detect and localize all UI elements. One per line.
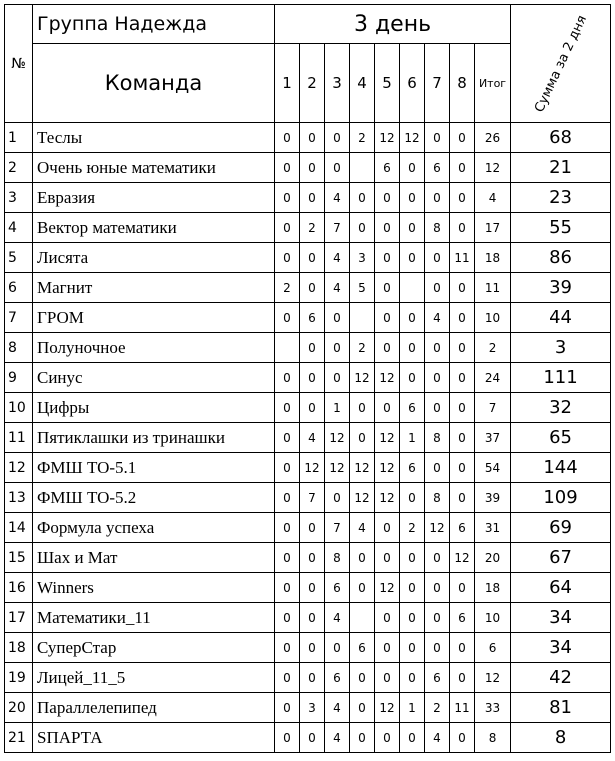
problem-score: 0 xyxy=(300,663,325,693)
problem-score: 4 xyxy=(425,723,450,753)
itog-value: 33 xyxy=(475,693,511,723)
problem-score: 0 xyxy=(375,183,400,213)
problem-score: 4 xyxy=(325,273,350,303)
problem-score: 0 xyxy=(375,723,400,753)
problem-score: 0 xyxy=(450,183,475,213)
team-name: Теслы xyxy=(33,123,275,153)
two-day-sum: 65 xyxy=(511,423,611,453)
problem-score: 4 xyxy=(325,183,350,213)
problem-score: 0 xyxy=(450,723,475,753)
table-row xyxy=(5,543,611,573)
problem-score: 0 xyxy=(400,333,425,363)
two-day-sum: 3 xyxy=(511,333,611,363)
problem-header-2: 2 xyxy=(300,44,325,123)
problem-score: 6 xyxy=(400,453,425,483)
table-row xyxy=(5,243,611,273)
problem-score: 0 xyxy=(450,123,475,153)
table-row xyxy=(5,663,611,693)
problem-score: 6 xyxy=(450,513,475,543)
team-name: ФМШ ТО-5.1 xyxy=(33,453,275,483)
two-day-sum: 8 xyxy=(511,723,611,753)
row-number: 5 xyxy=(5,243,33,273)
problem-score xyxy=(350,303,375,333)
two-day-sum: 39 xyxy=(511,273,611,303)
problem-score: 12 xyxy=(350,483,375,513)
problem-score: 0 xyxy=(425,393,450,423)
row-number: 11 xyxy=(5,423,33,453)
problem-score: 11 xyxy=(450,693,475,723)
problem-score: 0 xyxy=(325,153,350,183)
team-name: Полуночное xyxy=(33,333,275,363)
itog-value: 20 xyxy=(475,543,511,573)
problem-header-1: 1 xyxy=(275,44,300,123)
problem-score: 4 xyxy=(325,723,350,753)
problem-score: 0 xyxy=(350,543,375,573)
team-name: СуперСтар xyxy=(33,633,275,663)
problem-score: 0 xyxy=(275,633,300,663)
problem-score: 7 xyxy=(325,513,350,543)
problem-score: 12 xyxy=(350,453,375,483)
problem-score: 0 xyxy=(400,573,425,603)
team-name: Шах и Мат xyxy=(33,543,275,573)
problem-score: 4 xyxy=(425,303,450,333)
problem-score: 11 xyxy=(450,243,475,273)
itog-value: 12 xyxy=(475,663,511,693)
row-number: 7 xyxy=(5,303,33,333)
table-row xyxy=(5,633,611,663)
two-day-sum: 109 xyxy=(511,483,611,513)
problem-score: 0 xyxy=(300,573,325,603)
problem-score: 0 xyxy=(425,243,450,273)
problem-score: 0 xyxy=(425,633,450,663)
problem-score: 2 xyxy=(300,213,325,243)
problem-score: 0 xyxy=(375,663,400,693)
team-name: Евразия xyxy=(33,183,275,213)
two-day-sum: 67 xyxy=(511,543,611,573)
problem-score: 2 xyxy=(400,513,425,543)
problem-score: 0 xyxy=(425,333,450,363)
itog-value: 26 xyxy=(475,123,511,153)
problem-score: 0 xyxy=(275,183,300,213)
problem-score: 0 xyxy=(425,123,450,153)
table-row xyxy=(5,303,611,333)
row-number: 20 xyxy=(5,693,33,723)
problem-score: 1 xyxy=(400,693,425,723)
problem-score: 0 xyxy=(400,153,425,183)
problem-score: 8 xyxy=(425,483,450,513)
problem-score: 0 xyxy=(350,213,375,243)
team-name: SПАРТА xyxy=(33,723,275,753)
problem-score: 12 xyxy=(425,513,450,543)
problem-score: 0 xyxy=(325,303,350,333)
two-day-sum: 111 xyxy=(511,363,611,393)
problem-score: 0 xyxy=(350,423,375,453)
problem-score: 12 xyxy=(300,453,325,483)
team-name: Магнит xyxy=(33,273,275,303)
problem-score: 0 xyxy=(350,723,375,753)
problem-score: 0 xyxy=(300,153,325,183)
problem-score: 0 xyxy=(450,213,475,243)
problem-score: 6 xyxy=(300,303,325,333)
problem-score: 0 xyxy=(375,213,400,243)
table-row xyxy=(5,573,611,603)
problem-score: 0 xyxy=(300,603,325,633)
problem-score: 0 xyxy=(325,633,350,663)
team-name: ФМШ ТО-5.2 xyxy=(33,483,275,513)
itog-value: 7 xyxy=(475,393,511,423)
problem-score: 7 xyxy=(325,213,350,243)
problem-score: 0 xyxy=(275,303,300,333)
problem-score: 12 xyxy=(375,693,400,723)
row-number: 21 xyxy=(5,723,33,753)
problem-score: 0 xyxy=(275,423,300,453)
results-table xyxy=(4,4,611,753)
problem-score: 0 xyxy=(450,153,475,183)
problem-score: 6 xyxy=(450,603,475,633)
problem-score: 8 xyxy=(425,423,450,453)
problem-score: 12 xyxy=(450,543,475,573)
row-number: 9 xyxy=(5,363,33,393)
two-day-sum: 68 xyxy=(511,123,611,153)
problem-score: 4 xyxy=(325,603,350,633)
problem-score: 8 xyxy=(325,543,350,573)
problem-score: 12 xyxy=(375,123,400,153)
problem-header-4: 4 xyxy=(350,44,375,123)
row-number: 14 xyxy=(5,513,33,543)
problem-score: 6 xyxy=(425,663,450,693)
problem-score: 5 xyxy=(350,273,375,303)
row-number: 8 xyxy=(5,333,33,363)
problem-score: 0 xyxy=(375,543,400,573)
row-number: 3 xyxy=(5,183,33,213)
problem-score: 1 xyxy=(400,423,425,453)
problem-score: 6 xyxy=(350,633,375,663)
team-column-header: Команда xyxy=(33,44,275,123)
row-number: 12 xyxy=(5,453,33,483)
row-number: 1 xyxy=(5,123,33,153)
problem-score: 1 xyxy=(325,393,350,423)
problem-score: 0 xyxy=(400,183,425,213)
problem-score: 0 xyxy=(450,333,475,363)
problem-score: 0 xyxy=(275,693,300,723)
problem-score: 0 xyxy=(275,603,300,633)
problem-score: 0 xyxy=(300,273,325,303)
problem-score: 0 xyxy=(275,543,300,573)
problem-score: 0 xyxy=(450,363,475,393)
table-row xyxy=(5,123,611,153)
table-row xyxy=(5,483,611,513)
problem-score: 0 xyxy=(425,273,450,303)
problem-score: 0 xyxy=(400,363,425,393)
two-day-sum: 81 xyxy=(511,693,611,723)
problem-score: 0 xyxy=(350,183,375,213)
two-day-sum: 21 xyxy=(511,153,611,183)
sum-column-header xyxy=(511,5,611,123)
number-column-header: № xyxy=(5,5,33,123)
problem-score: 4 xyxy=(350,513,375,543)
two-day-sum: 32 xyxy=(511,393,611,423)
problem-score: 0 xyxy=(425,183,450,213)
problem-score: 12 xyxy=(400,123,425,153)
table-row xyxy=(5,393,611,423)
itog-value: 10 xyxy=(475,303,511,333)
itog-value: 18 xyxy=(475,243,511,273)
two-day-sum: 34 xyxy=(511,603,611,633)
problem-score: 0 xyxy=(275,663,300,693)
itog-value: 54 xyxy=(475,453,511,483)
itog-value: 4 xyxy=(475,183,511,213)
team-name: Вектор математики xyxy=(33,213,275,243)
problem-score xyxy=(350,153,375,183)
problem-score: 0 xyxy=(450,573,475,603)
problem-score: 0 xyxy=(300,393,325,423)
problem-score: 0 xyxy=(425,573,450,603)
problem-score: 0 xyxy=(275,723,300,753)
row-number: 13 xyxy=(5,483,33,513)
problem-score: 12 xyxy=(375,453,400,483)
problem-score: 0 xyxy=(300,363,325,393)
problem-score: 12 xyxy=(325,453,350,483)
problem-score: 0 xyxy=(275,213,300,243)
problem-score: 8 xyxy=(425,213,450,243)
problem-score: 12 xyxy=(375,573,400,603)
table-row xyxy=(5,513,611,543)
team-name: Математики_11 xyxy=(33,603,275,633)
problem-score: 0 xyxy=(450,393,475,423)
team-name: Синус xyxy=(33,363,275,393)
problem-score: 0 xyxy=(375,243,400,273)
problem-score: 0 xyxy=(450,663,475,693)
problem-score: 6 xyxy=(375,153,400,183)
problem-score: 4 xyxy=(325,693,350,723)
problem-score: 0 xyxy=(375,273,400,303)
group-title: Группа Надежда xyxy=(33,5,275,44)
two-day-sum: 42 xyxy=(511,663,611,693)
problem-score: 12 xyxy=(325,423,350,453)
row-number: 16 xyxy=(5,573,33,603)
problem-score: 0 xyxy=(300,333,325,363)
table-row xyxy=(5,453,611,483)
two-day-sum: 144 xyxy=(511,453,611,483)
problem-score: 0 xyxy=(375,513,400,543)
problem-score: 6 xyxy=(425,153,450,183)
itog-value: 24 xyxy=(475,363,511,393)
problem-score: 0 xyxy=(425,453,450,483)
problem-score: 0 xyxy=(350,393,375,423)
problem-score: 0 xyxy=(300,183,325,213)
problem-header-8: 8 xyxy=(450,44,475,123)
itog-value: 12 xyxy=(475,153,511,183)
row-number: 15 xyxy=(5,543,33,573)
team-name: Очень юные математики xyxy=(33,153,275,183)
problem-score: 0 xyxy=(275,243,300,273)
problem-score xyxy=(275,333,300,363)
day-title: 3 день xyxy=(275,5,511,44)
team-name: Winners xyxy=(33,573,275,603)
problem-score: 0 xyxy=(375,603,400,633)
itog-value: 37 xyxy=(475,423,511,453)
itog-column-header: Итог xyxy=(475,44,511,123)
problem-score: 0 xyxy=(325,483,350,513)
table-row xyxy=(5,213,611,243)
problem-score: 7 xyxy=(300,483,325,513)
problem-score: 6 xyxy=(325,573,350,603)
problem-score: 0 xyxy=(300,633,325,663)
problem-score: 12 xyxy=(375,483,400,513)
problem-score: 0 xyxy=(400,483,425,513)
itog-value: 31 xyxy=(475,513,511,543)
problem-score: 0 xyxy=(375,333,400,363)
problem-score: 0 xyxy=(325,333,350,363)
row-number: 18 xyxy=(5,633,33,663)
itog-value: 11 xyxy=(475,273,511,303)
problem-score: 0 xyxy=(400,723,425,753)
itog-value: 2 xyxy=(475,333,511,363)
problem-score: 2 xyxy=(275,273,300,303)
problem-score: 0 xyxy=(375,633,400,663)
table-row xyxy=(5,363,611,393)
row-number: 2 xyxy=(5,153,33,183)
table-row xyxy=(5,423,611,453)
team-name: Формула успеха xyxy=(33,513,275,543)
two-day-sum: 44 xyxy=(511,303,611,333)
problem-score: 0 xyxy=(400,603,425,633)
problem-score: 0 xyxy=(275,153,300,183)
two-day-sum: 69 xyxy=(511,513,611,543)
problem-score: 0 xyxy=(400,543,425,573)
itog-value: 17 xyxy=(475,213,511,243)
table-row xyxy=(5,153,611,183)
two-day-sum: 34 xyxy=(511,633,611,663)
problem-header-3: 3 xyxy=(325,44,350,123)
problem-score: 3 xyxy=(350,243,375,273)
two-day-sum: 64 xyxy=(511,573,611,603)
problem-score: 0 xyxy=(400,213,425,243)
problem-score: 0 xyxy=(350,573,375,603)
problem-score: 0 xyxy=(400,243,425,273)
itog-value: 8 xyxy=(475,723,511,753)
problem-score: 2 xyxy=(350,123,375,153)
problem-score: 0 xyxy=(375,303,400,333)
problem-score: 0 xyxy=(450,453,475,483)
problem-score: 0 xyxy=(450,483,475,513)
problem-score: 6 xyxy=(400,393,425,423)
problem-score: 0 xyxy=(300,723,325,753)
problem-score: 4 xyxy=(300,423,325,453)
table-row xyxy=(5,723,611,753)
problem-score: 0 xyxy=(450,273,475,303)
problem-score: 0 xyxy=(275,393,300,423)
problem-score: 2 xyxy=(350,333,375,363)
problem-score: 0 xyxy=(275,483,300,513)
problem-score: 12 xyxy=(375,423,400,453)
problem-score: 0 xyxy=(275,513,300,543)
results-body xyxy=(5,123,611,753)
row-number: 17 xyxy=(5,603,33,633)
two-day-sum: 23 xyxy=(511,183,611,213)
problem-score: 6 xyxy=(325,663,350,693)
problem-score: 0 xyxy=(275,453,300,483)
problem-score: 0 xyxy=(325,123,350,153)
problem-score: 2 xyxy=(425,693,450,723)
row-number: 19 xyxy=(5,663,33,693)
problem-score: 0 xyxy=(400,663,425,693)
problem-score: 0 xyxy=(400,633,425,663)
problem-score: 4 xyxy=(325,243,350,273)
problem-header-6: 6 xyxy=(400,44,425,123)
table-row xyxy=(5,333,611,363)
problem-score: 0 xyxy=(325,363,350,393)
team-name: Цифры xyxy=(33,393,275,423)
problem-score: 0 xyxy=(300,543,325,573)
itog-value: 39 xyxy=(475,483,511,513)
itog-value: 10 xyxy=(475,603,511,633)
problem-score: 0 xyxy=(425,363,450,393)
row-number: 10 xyxy=(5,393,33,423)
problem-score: 12 xyxy=(375,363,400,393)
problem-header-5: 5 xyxy=(375,44,400,123)
problem-score: 0 xyxy=(425,543,450,573)
problem-score: 0 xyxy=(275,363,300,393)
problem-score: 0 xyxy=(300,243,325,273)
problem-header-7: 7 xyxy=(425,44,450,123)
itog-value: 6 xyxy=(475,633,511,663)
problem-score: 0 xyxy=(350,693,375,723)
problem-score: 0 xyxy=(450,303,475,333)
row-number: 6 xyxy=(5,273,33,303)
table-row xyxy=(5,693,611,723)
itog-value: 18 xyxy=(475,573,511,603)
team-name: Лисята xyxy=(33,243,275,273)
problem-score: 0 xyxy=(300,513,325,543)
problem-score: 3 xyxy=(300,693,325,723)
team-name: Параллелепипед xyxy=(33,693,275,723)
problem-score xyxy=(350,603,375,633)
problem-score: 0 xyxy=(275,123,300,153)
problem-score: 0 xyxy=(375,393,400,423)
problem-score: 0 xyxy=(350,663,375,693)
problem-score: 0 xyxy=(275,573,300,603)
table-row xyxy=(5,603,611,633)
team-name: ГРОМ xyxy=(33,303,275,333)
team-name: Лицей_11_5 xyxy=(33,663,275,693)
problem-score: 0 xyxy=(450,633,475,663)
team-name: Пятиклашки из тринашки xyxy=(33,423,275,453)
problem-score xyxy=(400,273,425,303)
problem-score: 0 xyxy=(450,423,475,453)
table-row xyxy=(5,183,611,213)
table-row xyxy=(5,273,611,303)
two-day-sum: 86 xyxy=(511,243,611,273)
row-number: 4 xyxy=(5,213,33,243)
two-day-sum: 55 xyxy=(511,213,611,243)
problem-score: 0 xyxy=(300,123,325,153)
problem-score: 0 xyxy=(400,303,425,333)
sum-column-label: Сумма за 2 дня xyxy=(531,12,590,115)
problem-score: 0 xyxy=(425,603,450,633)
problem-score: 12 xyxy=(350,363,375,393)
